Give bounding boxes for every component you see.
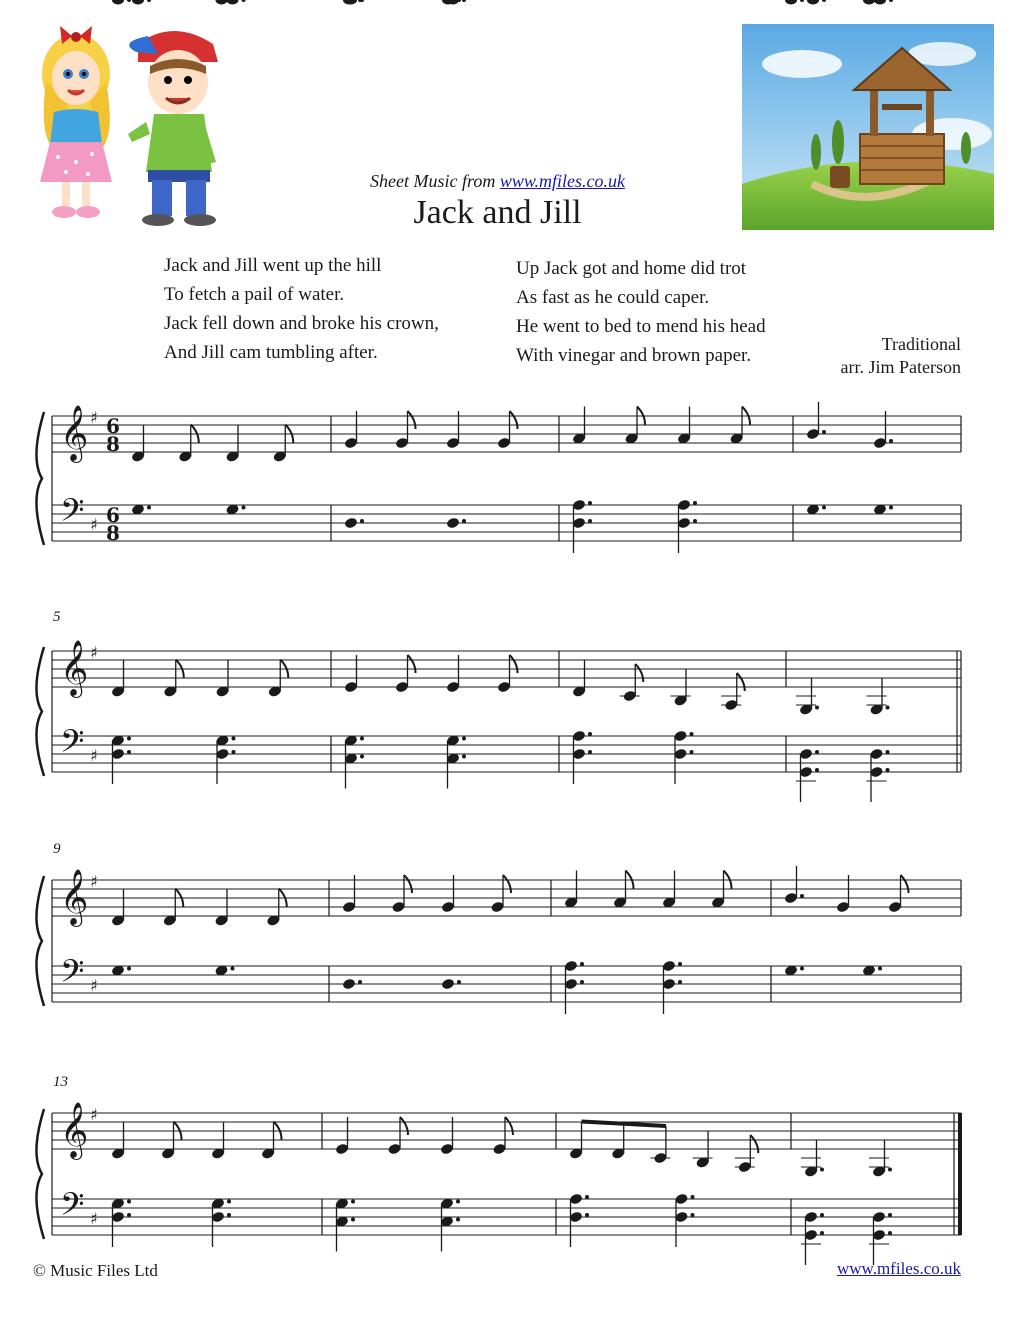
lyric-line: With vinegar and brown paper. [516,345,752,366]
sharp-sign: ♯ [90,1105,98,1124]
bass-note-head [342,978,356,991]
bass-note-head [446,517,460,530]
bass-note-head [112,0,124,5]
augmentation-dot [822,0,826,2]
note-flag [503,875,511,893]
footer-website-link[interactable]: www.mfiles.co.uk [836,1259,961,1278]
augmentation-dot [360,755,364,759]
augmentation-dot [127,1213,131,1217]
note-flag [901,875,909,893]
augmentation-dot [878,967,882,971]
lyric-line: Up Jack got and home did trot [516,258,747,279]
treble-clef: 𝄞 [60,1102,89,1158]
time-signature-top: 6 [106,414,120,438]
time-signature-bottom: 8 [106,521,120,545]
augmentation-dot [588,519,592,523]
augmentation-dot [232,750,236,754]
augmentation-dot [227,1200,231,1204]
augmentation-dot [690,732,694,736]
lyric-line: Jack and Jill went up the hill [164,255,382,276]
bass-note-head [344,517,358,530]
augmentation-dot [227,1213,231,1217]
sharp-sign: ♯ [90,872,98,891]
sharp-sign: ♯ [90,515,98,534]
augmentation-dot [588,732,592,736]
source-prefix: Sheet Music from [370,171,496,191]
augmentation-dot [457,980,461,984]
augmentation-dot [815,706,819,710]
bass-note-head [785,0,797,5]
augmentation-dot [800,967,804,971]
brace [36,1109,44,1239]
augmentation-dot [580,980,584,984]
bass-note-head [441,978,455,991]
augmentation-dot [456,1218,460,1222]
augmentation-dot [888,1168,892,1172]
bass-clef: 𝄢 [60,492,85,536]
lyric-line: And Jill cam tumbling after. [164,342,378,363]
sharp-sign: ♯ [90,643,98,662]
augmentation-dot [462,737,466,741]
augmentation-dot [127,737,131,741]
note-flag [408,411,416,429]
brace [36,412,44,545]
augmentation-dot [815,750,819,754]
note-flag [400,1117,408,1135]
augmentation-dot [147,506,151,510]
bass-note-head [863,0,875,5]
augmentation-dot [127,750,131,754]
sharp-sign: ♯ [90,1209,98,1228]
augmentation-dot [147,0,151,2]
bass-clef: 𝄢 [60,1186,85,1230]
composer-credit: Traditional [881,334,961,354]
augmentation-dot [360,737,364,741]
brace [36,647,44,776]
augmentation-dot [889,439,893,443]
bass-clef: 𝄢 [60,723,85,767]
augmentation-dot [588,501,592,505]
augmentation-dot [888,1231,892,1235]
augmentation-dot [231,967,235,971]
note-flag [750,1135,758,1153]
augmentation-dot [585,1195,589,1199]
augmentation-dot [820,1213,824,1217]
augmentation-dot [691,1195,695,1199]
augmentation-dot [360,519,364,523]
sharp-sign: ♯ [90,408,98,427]
augmentation-dot [889,506,893,510]
song-title: Jack and Jill [413,194,582,231]
augmentation-dot [820,1168,824,1172]
augmentation-dot [886,706,890,710]
arranger-credit: arr. Jim Paterson [840,357,961,377]
augmentation-dot [580,962,584,966]
measure-number: 5 [53,609,61,625]
augmentation-dot [127,1200,131,1204]
augmentation-dot [678,962,682,966]
lyric-line: To fetch a pail of water. [164,284,345,305]
augmentation-dot [800,0,804,2]
brace [36,876,44,1006]
augmentation-dot [889,0,893,2]
augmentation-dot [127,967,131,971]
note-flag [737,673,745,691]
augmentation-dot [456,1200,460,1204]
augmentation-dot [351,1200,355,1204]
time-signature-top: 6 [106,503,120,527]
augmentation-dot [462,755,466,759]
augmentation-dot [693,519,697,523]
note-flag [404,875,412,893]
note-flag [635,664,643,682]
bass-note-head [132,0,144,5]
augmentation-dot [242,0,246,2]
note-flag [510,655,518,673]
treble-clef: 𝄞 [60,869,89,925]
time-signature-bottom: 8 [106,432,120,456]
augmentation-dot [588,750,592,754]
augmentation-dot [800,894,804,898]
lyric-line: Jack fell down and broke his crown, [164,313,439,334]
augmentation-dot [678,980,682,984]
augmentation-dot [690,750,694,754]
augmentation-dot [820,1231,824,1235]
augmentation-dot [888,1213,892,1217]
augmentation-dot [886,768,890,772]
measure-number: 9 [53,841,61,857]
augmentation-dot [822,430,826,434]
augmentation-dot [462,519,466,523]
lyric-line: He went to bed to mend his head [516,316,766,337]
augmentation-dot [886,750,890,754]
sharp-sign: ♯ [90,976,98,995]
treble-clef: 𝄞 [60,405,89,461]
note-flag [510,411,518,429]
lyric-line: As fast as he could caper. [516,287,710,308]
source-link[interactable]: www.mfiles.co.uk [499,171,625,191]
augmentation-dot [693,501,697,505]
note-flag [408,655,416,673]
bass-note-head [807,0,819,5]
sharp-sign: ♯ [90,746,98,765]
augmentation-dot [585,1213,589,1217]
augmentation-dot [691,1213,695,1217]
augmentation-dot [815,768,819,772]
bass-note-head [216,0,228,5]
augmentation-dot [358,980,362,984]
augmentation-dot [242,506,246,510]
augmentation-dot [351,1218,355,1222]
bass-clef: 𝄢 [60,953,85,997]
measure-number: 13 [53,1074,68,1090]
augmentation-dot [822,506,826,510]
augmentation-dot [462,0,466,2]
treble-clef: 𝄞 [60,640,89,696]
augmentation-dot [127,0,131,2]
copyright-notice: © Music Files Ltd [33,1261,158,1280]
note-flag [505,1117,513,1135]
augmentation-dot [232,737,236,741]
